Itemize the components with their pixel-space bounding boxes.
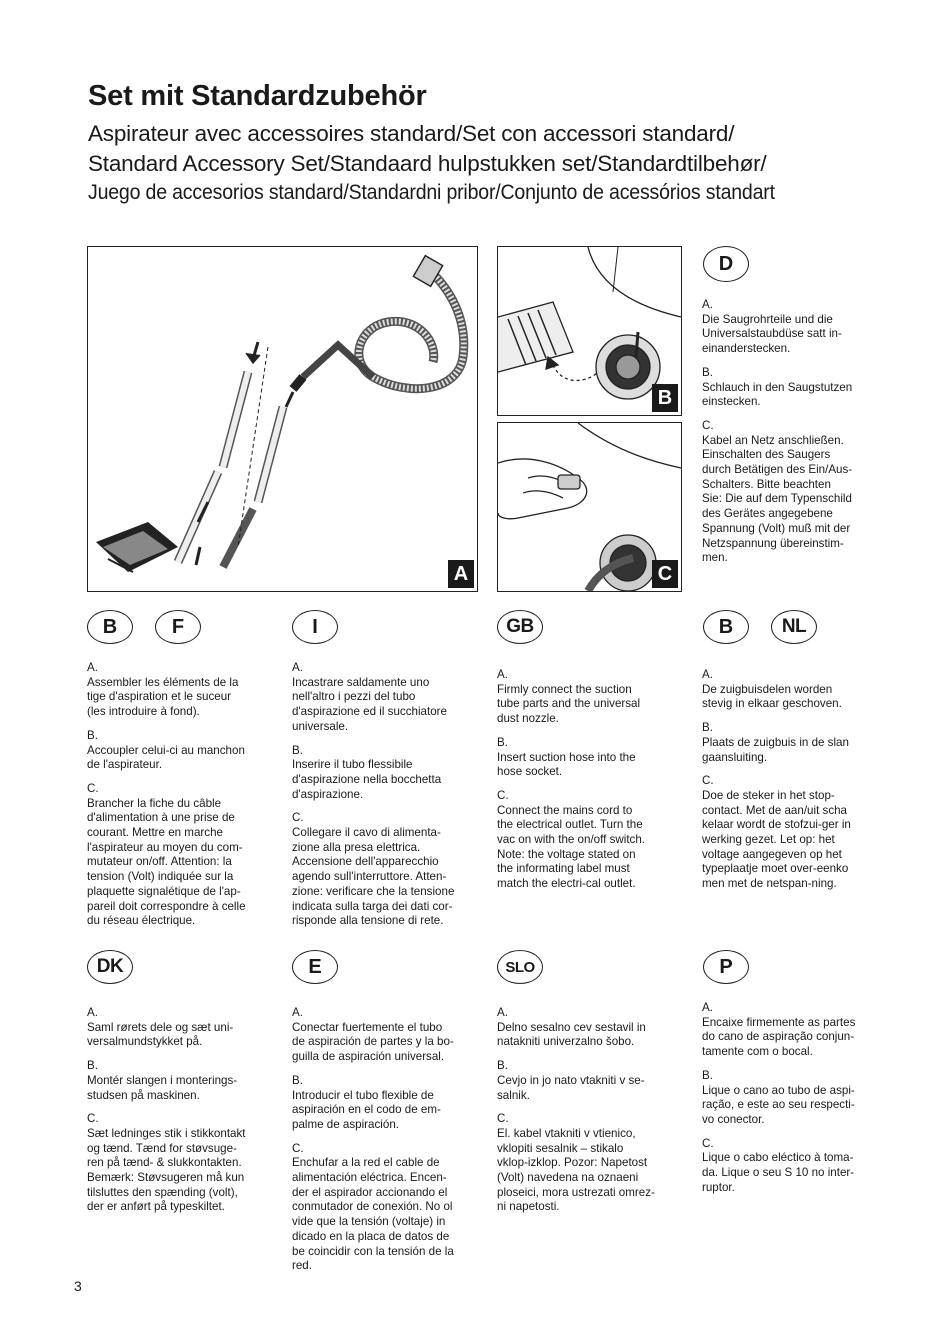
step-b-label: B. bbox=[702, 721, 713, 735]
step-a-label: A. bbox=[87, 661, 98, 674]
step-b-text: Schlauch in den Saugstutzen einstecken. bbox=[702, 380, 853, 409]
step-b-text: Cevjo in jo nato vtakniti v se- salnik. bbox=[497, 1073, 645, 1102]
country-code-e: E bbox=[292, 950, 338, 984]
step-b-text: Montér slangen i monterings- studsen på maskinen. bbox=[87, 1073, 238, 1102]
step-a-text: Encaixe firmemente as partes do cano de aspiração conjun- tamente com o bocal. bbox=[702, 1015, 856, 1059]
step-a-text: Conectar fuertemente el tubo de aspiración de partes y la bo- guilla de aspiración universal. bbox=[292, 1020, 454, 1064]
step-a-text: Delno sesalno cev sestavil in natakniti univerzalno šobo. bbox=[497, 1020, 646, 1049]
english-instructions bbox=[497, 668, 687, 892]
figure-a-assembly bbox=[87, 246, 478, 592]
step-c-label: C. bbox=[702, 774, 714, 788]
step-c-label: C. bbox=[702, 1136, 714, 1150]
country-code-i: I bbox=[292, 610, 338, 644]
step-a-label: A. bbox=[292, 1006, 303, 1019]
step-c-text: Collegare il cavo di alimenta- zione alla presa elettrica. Accensione dell'apparecchio agendo sull'interruttore. Atten- zione: verificare che la tensione indicata sulla targa dei dati cor- risponde alla tensione di rete. bbox=[292, 826, 455, 928]
step-c-text: Lique o cabo eléctico à toma- da. Lique o seu S 10 no inter- ruptor. bbox=[702, 1151, 855, 1194]
step-c-text: Kabel an Netz anschließen. Einschalten des Saugers durch Betätigen des Ein/Aus- Schalters. Bitte beachten Sie: Die auf dem Typenschild des Gerätes angegebene Spannung (Volt) muß mit der Netzspannung übereinstim- men. bbox=[702, 433, 853, 565]
page-title: Set mit Standardzubehör bbox=[88, 80, 427, 112]
german-instructions bbox=[702, 298, 902, 566]
country-code-f: F bbox=[155, 610, 201, 644]
step-b-label: B. bbox=[87, 728, 98, 742]
subtitle-line-3: Juego de accesorios standard/Standardni pribor/Conjunto de acessórios standart bbox=[88, 181, 775, 204]
figure-b-hose-socket bbox=[497, 246, 682, 416]
step-b-label: B. bbox=[497, 1059, 508, 1073]
slovenian-instructions bbox=[497, 1006, 687, 1215]
step-c-label: C. bbox=[497, 788, 509, 802]
step-b-text: Introducir el tubo flexible de aspiración en el codo de em- palme de aspiración. bbox=[292, 1088, 441, 1131]
page-number: 3 bbox=[74, 1278, 82, 1294]
step-a-text: Firmly connect the suction tube parts and the universal dust nozzle. bbox=[497, 682, 641, 726]
spanish-instructions bbox=[292, 1006, 482, 1274]
step-b-label: B. bbox=[702, 365, 713, 379]
step-a-text: De zuigbuisdelen worden stevig in elkaar geschoven. bbox=[702, 682, 842, 711]
step-c-text: Doe de steker in het stop- contact. Met de aan/uit scha kelaar wordt de stofzui-ger in werking gezet. Let op: het voltage aangegeven op het typeplaatje moet over-eenko men met de netspan-ning. bbox=[702, 788, 851, 891]
vacuum-tube-illustration bbox=[88, 247, 477, 591]
country-code-dk: DK bbox=[87, 950, 133, 984]
french-instructions bbox=[87, 661, 277, 929]
step-c-label: C. bbox=[87, 1112, 99, 1126]
figure-c-badge: C bbox=[652, 560, 678, 588]
step-a-label: A. bbox=[702, 1001, 713, 1014]
step-c-text: Sæt ledninges stik i stikkontakt og tænd. Tænd for støvsuge- ren på tænd- & slukkontakten. Bemærk: Støvsugeren må kun tilsluttes den spænding (volt), der er anført på typeskiltet. bbox=[87, 1126, 246, 1214]
step-a-text: Saml rørets dele og sæt uni- versalmundstykket på. bbox=[87, 1020, 234, 1049]
step-b-label: B. bbox=[292, 743, 303, 757]
step-c-text: Enchufar a la red el cable de alimentación eléctrica. Encen- der el aspirador accionando el conmutador de conexión. No ol vide que la tensión (voltaje) in dicado en la placa de datos de be coincidir con la tensión de la red. bbox=[292, 1156, 454, 1273]
step-b-text: Plaats de zuigbuis in de slan gaansluiting. bbox=[702, 735, 849, 764]
step-c-text: Brancher la fiche du câble d'alimentation à une prise de courant. Mettre en marche l'aspirateur au moyen du com- mutateur on/off. Attention: la tension (Volt) indiquée sur la plaquette signalétique de l'ap- pareil doit correspondre à celle du réseau électrique. bbox=[87, 796, 246, 928]
country-code-nl: NL bbox=[771, 610, 817, 644]
figure-b-badge: B bbox=[652, 384, 678, 412]
step-c-label: C. bbox=[87, 781, 99, 795]
figure-c-power-switch bbox=[497, 422, 682, 592]
step-b-text: Accoupler celui-ci au manchon de l'aspirateur. bbox=[87, 743, 245, 772]
step-a-label: A. bbox=[702, 668, 713, 681]
step-c-label: C. bbox=[292, 811, 304, 825]
country-code-b: B bbox=[87, 610, 133, 644]
step-b-text: Lique o cano ao tubo de aspi- ração, e este ao seu respecti- vo conector. bbox=[702, 1083, 855, 1126]
step-b-label: B. bbox=[292, 1073, 303, 1087]
country-code-p: P bbox=[703, 950, 749, 984]
step-c-label: C. bbox=[292, 1141, 304, 1155]
country-code-d: D bbox=[703, 246, 749, 282]
figure-a-badge: A bbox=[448, 560, 474, 588]
step-c-label: C. bbox=[702, 418, 714, 432]
floor-nozzle bbox=[96, 522, 178, 572]
step-b-label: B. bbox=[87, 1059, 98, 1073]
step-a-label: A. bbox=[292, 661, 303, 674]
step-a-text: Die Saugrohrteile und die Universalstaubdüse satt in- einanderstecken. bbox=[702, 312, 842, 356]
step-c-text: Connect the mains cord to the electrical outlet. Turn the vac on with the on/off switch. Note: the voltage stated on the informating label must match the electri-cal outlet. bbox=[497, 803, 646, 891]
step-c-label: C. bbox=[497, 1112, 509, 1126]
step-a-text: Assembler les éléments de la tige d'aspiration et le suceur (les introduire à fond). bbox=[87, 675, 239, 719]
step-b-label: B. bbox=[702, 1068, 713, 1082]
step-a-label: A. bbox=[497, 1006, 508, 1019]
country-code-b-nl: B bbox=[703, 610, 749, 644]
italian-instructions bbox=[292, 661, 482, 929]
country-code-slo: SLO bbox=[497, 950, 543, 984]
step-a-text: Incastrare saldamente uno nell'altro i pezzi del tubo d'aspirazione ed il succhiatore universale. bbox=[292, 675, 447, 733]
step-a-label: A. bbox=[702, 298, 713, 311]
step-c-text: El. kabel vtakniti v vtienico, vklopiti sesalnik – stikalo vklop-izklop. Pozor: Napetost (Volt) navedena na oznaeni ploseici, mora ustrezati omrez- ni napetosti. bbox=[497, 1126, 655, 1214]
danish-instructions bbox=[87, 1006, 277, 1215]
portuguese-instructions bbox=[702, 1001, 892, 1195]
step-a-label: A. bbox=[87, 1006, 98, 1019]
subtitle-line-1: Aspirateur avec accessoires standard/Set con accessori standard/ bbox=[88, 121, 735, 146]
step-b-text: Insert suction hose into the hose socket. bbox=[497, 750, 636, 779]
step-b-label: B. bbox=[497, 735, 508, 749]
step-b-text: Inserire il tubo flessibile d'aspirazione nella bocchetta d'aspirazione. bbox=[292, 758, 442, 801]
dutch-instructions bbox=[702, 668, 892, 892]
subtitle-line-2: Standard Accessory Set/Standaard hulpstukken set/Standardtilbehør/ bbox=[88, 151, 767, 176]
country-code-gb: GB bbox=[497, 610, 543, 644]
step-a-label: A. bbox=[497, 668, 508, 681]
